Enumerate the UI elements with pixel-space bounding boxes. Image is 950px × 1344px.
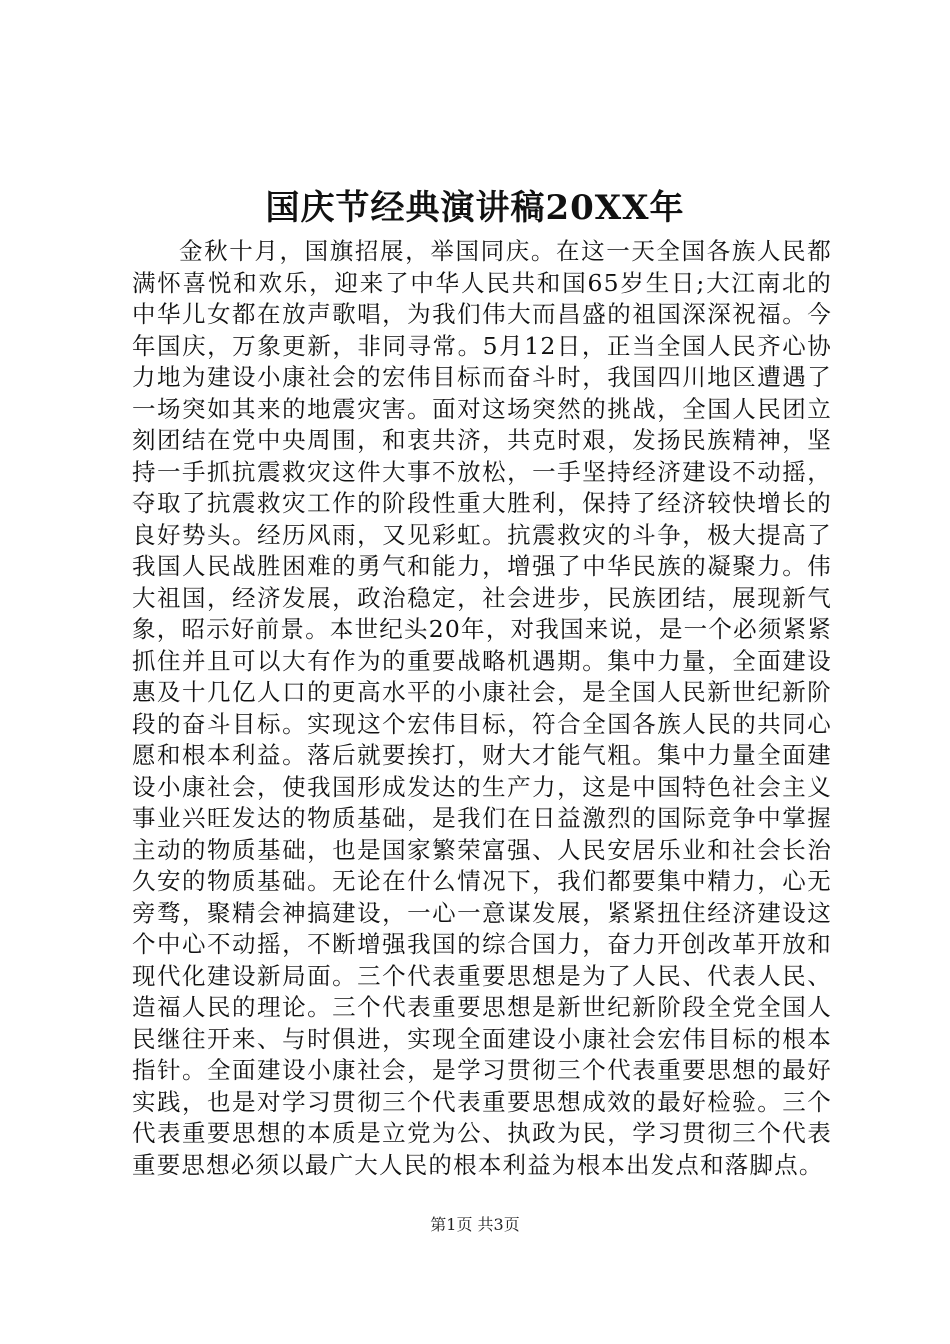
page-footer: 第1页 共3页: [430, 1215, 520, 1234]
document-title: 国庆节经典演讲稿20XX年: [265, 188, 685, 228]
body-paragraph: 金秋十月，国旗招展，举国同庆。在这一天全国各族人民都满怀喜悦和欢乐，迎来了中华人民共和国65岁生日;大江南北的中华儿女都在放声歌唱，为我们伟大而昌盛的祖国深深祝福。今年国庆，万象更新，非同寻常。5月12日，正当全国人民齐心协力地为建设小康社会的宏伟目标而奋斗时，我国四川地区遭遇了一场突如其来的地震灾害。面对这场突然的挑战，全国人民团立刻团结在党中央周围，和衷共济，共克时艰，发扬民族精神，坚持一手抓抗震救灾这件大事不放松，一手坚持经济建设不动摇，夺取了抗震救灾工作的阶段性重大胜利，保持了经济较快增长的良好势头。经历风雨，又见彩虹。抗震救灾的斗争，极大提高了我国人民战胜困难的勇气和能力，增强了中华民族的凝聚力。伟大祖国，经济发展，政治稳定，社会进步，民族团结，展现新气象，昭示好前景。本世纪头20年，对我国来说，是一个必须紧紧抓住并且可以大有作为的重要战略机遇期。集中力量，全面建设惠及十几亿人口的更高水平的小康社会，是全国人民新世纪新阶段的奋斗目标。实现这个宏伟目标，符合全国各族人民的共同心愿和根本利益。落后就要挨打，财大才能气粗。集中力量全面建设小康社会，使我国形成发达的生产力，这是中国特色社会主义事业兴旺发达的物质基础，是我们在日益激烈的国际竞争中掌握主动的物质基础，也是国家繁荣富强、人民安居乐业和社会长治久安的物质基础。无论在什么情况下，我们都要集中精力，心无旁骛，聚精会神搞建设，一心一意谋发展，紧紧扭住经济建设这个中心不动摇，不断增强我国的综合国力，奋力开创改革开放和现代化建设新局面。三个代表重要思想是为了人民、代表人民、造福人民的理论。三个代表重要思想是新世纪新阶段全党全国人民继往开来、与时俱进，实现全面建设小康社会宏伟目标的根本指针。全面建设小康社会，是学习贯彻三个代表重要思想的最好实践，也是对学习贯彻三个代表重要思想成效的最好检验。三个代表重要思想的本质是立党为公、执政为民，学习贯彻三个代表重要思想必须以最广大人民的根本利益为根本出发点和落脚点。: [132, 237, 832, 1179]
